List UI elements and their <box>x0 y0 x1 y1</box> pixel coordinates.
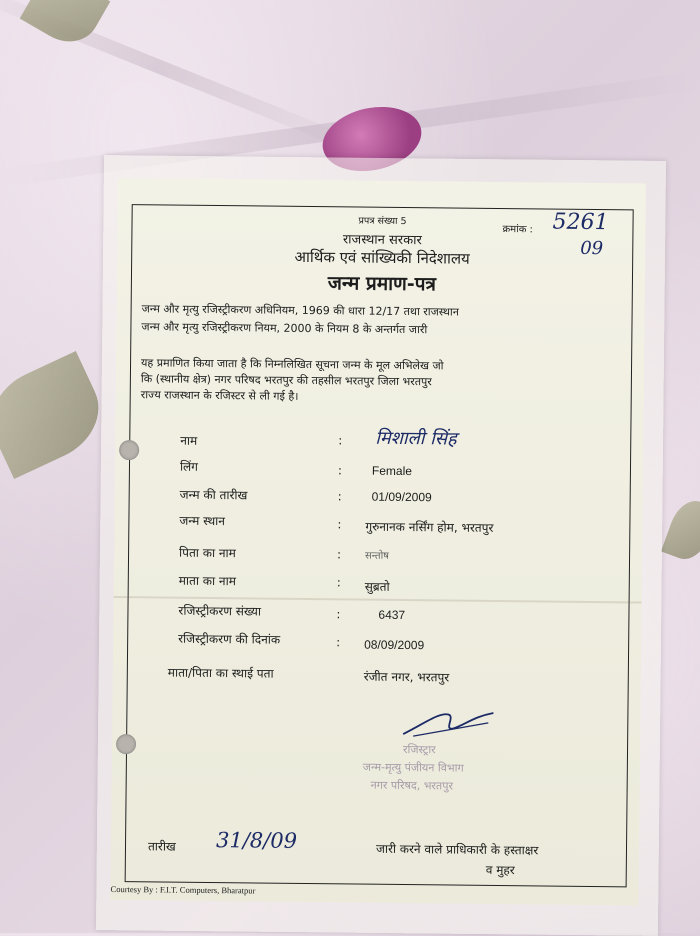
punch-hole <box>119 440 139 460</box>
field-colon: : <box>336 547 342 562</box>
certificate-title: जन्म प्रमाण-पत्र <box>327 272 437 296</box>
certificate-border <box>125 204 634 887</box>
serial-number-year: 09 <box>580 237 604 260</box>
field-value-name: मिशाली सिंह <box>375 427 457 450</box>
field-label-registration-date: रजिस्ट्रीकरण की दिनांक <box>178 631 281 647</box>
field-label-permanent-address: माता/पिता का स्थाई पता <box>167 665 274 681</box>
field-label-father-name: पिता का नाम <box>179 545 236 561</box>
field-value-birth-date: 01/09/2009 <box>371 489 432 505</box>
field-label-birth-place: जन्म स्थान <box>179 513 226 529</box>
field-value-registration-date: 08/09/2009 <box>364 637 425 653</box>
form-number: प्रपत्र संख्या 5 <box>358 215 407 228</box>
certify-line: यह प्रमाणित किया जाता है कि निम्नलिखित सूचना जन्म के मूल अभिलेख जो <box>140 356 444 373</box>
issue-date-value: 31/8/09 <box>215 828 298 853</box>
preamble-line: जन्म और मृत्यु रजिस्ट्रीकरण अधिनियम, 1969 की धारा 12/17 तथा राजस्थान <box>141 302 459 319</box>
courtesy-footer: Courtesy By : F.I.T. Computers, Bharatpur <box>110 883 256 896</box>
field-colon: : <box>336 607 341 622</box>
field-colon: : <box>336 575 341 590</box>
field-label-registration-no: रजिस्ट्रीकरण संख्या <box>178 603 262 619</box>
certify-line: राज्य राजस्थान के रजिस्टर से ली गई है। <box>140 388 299 403</box>
field-value-permanent-address: रंजीत नगर, भरतपुर <box>363 669 450 685</box>
field-label-mother-name: माता का नाम <box>178 573 236 589</box>
seal-line: रजिस्ट्रार <box>402 743 436 757</box>
field-colon: : <box>337 517 342 532</box>
preamble-line: जन्म और मृत्यु रजिस्ट्रीकरण नियम, 2000 के नियम 8 के अन्तर्गत जारी <box>141 320 428 337</box>
field-colon: : <box>337 463 343 478</box>
official-signature <box>393 704 503 745</box>
seal-line: नगर परिषद, भरतपुर <box>370 778 454 793</box>
signature-label: जारी करने वाले प्राधिकारी के हस्ताक्षर <box>375 841 539 858</box>
field-label-birth-date: जन्म की तारीख <box>179 487 248 503</box>
field-value-mother-name: सुब्रतो <box>364 579 390 594</box>
seal-line: जन्म-मृत्यु पंजीयन विभाग <box>362 760 464 775</box>
seal-label: व मुहर <box>485 862 515 878</box>
field-label-gender: लिंग <box>179 459 199 474</box>
field-colon: : <box>336 635 341 650</box>
field-colon: : <box>338 433 343 448</box>
field-value-birth-place: गुरुनानक नर्सिंग होम, भरतपुर <box>365 519 494 535</box>
field-value-gender: Female <box>371 463 413 479</box>
fabric-leaf-pattern <box>0 351 114 479</box>
issue-date-label: तारीख <box>147 839 176 854</box>
serial-number: 5261 <box>552 209 609 236</box>
punch-hole <box>116 734 136 754</box>
certify-line: कि (स्थानीय क्षेत्र) नगर परिषद भरतपुर की तहसील भरतपुर जिला भरतपुर <box>140 372 432 389</box>
field-value-registration-no: 6437 <box>378 607 406 623</box>
serial-label: क्रमांक : <box>502 224 534 236</box>
field-value-father-name: सन्तोष <box>364 550 390 562</box>
field-label-name: नाम <box>180 433 198 448</box>
department-name: आर्थिक एवं सांख्यिकी निदेशालय <box>294 247 470 268</box>
birth-certificate <box>110 178 646 905</box>
field-colon: : <box>337 489 342 504</box>
fabric-leaf-pattern <box>661 495 700 565</box>
government-name: राजस्थान सरकार <box>342 232 422 249</box>
